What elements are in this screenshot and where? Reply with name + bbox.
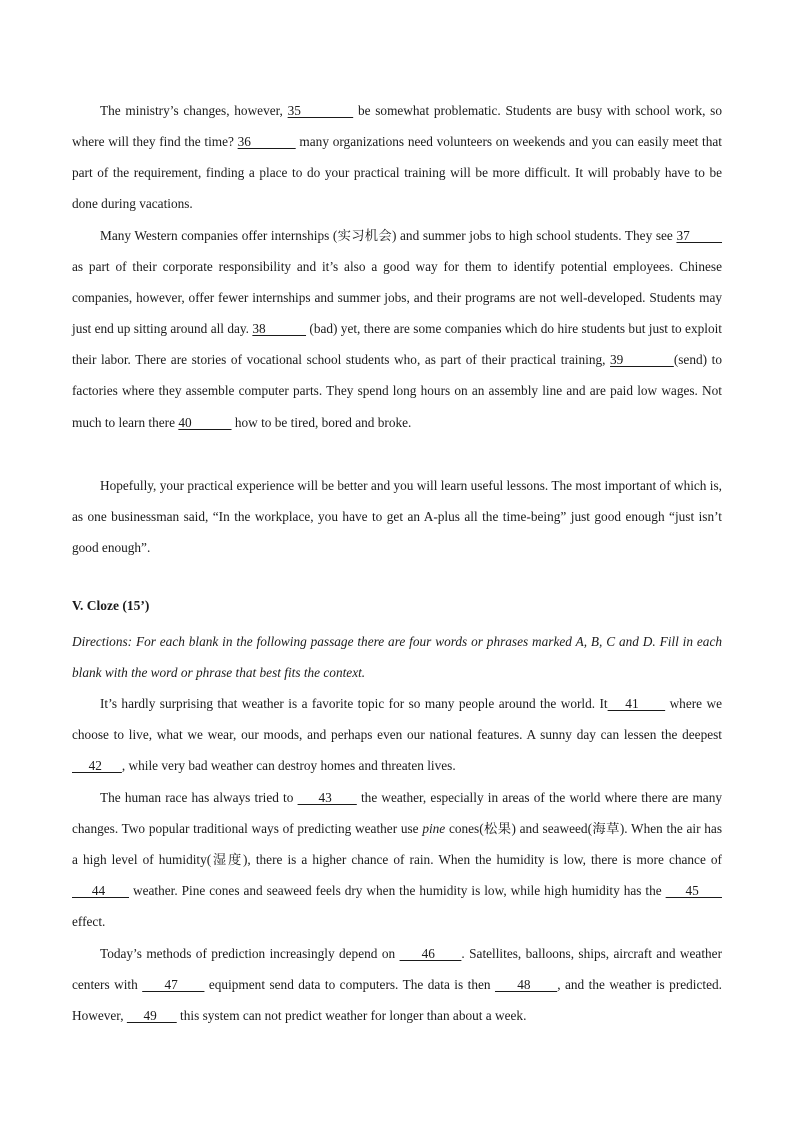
paragraph-ministry-changes	[72, 95, 722, 219]
blank-41[interactable]: 41	[607, 696, 666, 711]
blank-47[interactable]: 47	[142, 977, 205, 993]
paragraph-weather-topic	[72, 688, 722, 781]
text: , and the weather is predicted. However,	[72, 977, 722, 1024]
text: Today’s methods of prediction increasingly depend on	[100, 946, 400, 961]
text: where we choose to live, what we wear, our moods, and perhaps even our national features. A sunny day can lessen the deepest	[72, 696, 722, 743]
text: weather. Pine cones and seaweed feels dry when the humidity is low, while high humidity has the	[129, 883, 666, 899]
blank-40[interactable]: 40	[178, 414, 232, 430]
text: equipment send data to computers. The data is then	[204, 977, 495, 993]
text: It’s hardly surprising that weather is a favorite topic for so many people around the world. It	[100, 696, 608, 711]
text: Many Western companies offer internships (实习机会) and summer jobs to high school students. They see	[100, 228, 677, 243]
blank-43[interactable]: 43	[297, 790, 357, 805]
text: as part of their corporate responsibility and it’s also a good way for them to identify potential employees. Chinese companies, however, offer fewer internships and summer jobs, and their programs are not well-developed. Students may just end up sitting around all day.	[72, 259, 722, 337]
paragraph-prediction-methods	[72, 938, 722, 1031]
section-heading: V. Cloze (15’)	[72, 598, 150, 613]
text: the weather, especially in areas of the world where there are many changes. Two popular traditional ways of predicting weather use	[72, 790, 722, 837]
italic-word: pine	[422, 821, 446, 837]
blank-35[interactable]: 35	[287, 103, 354, 118]
blank-37[interactable]: 37	[676, 228, 723, 243]
text: (send) to factories where they assemble computer parts. They spend long hours on an assembly line and are paid low wages. Not much to learn there	[72, 352, 722, 430]
blank-38[interactable]: 38	[252, 321, 307, 337]
paragraph-human-race	[72, 782, 722, 937]
blank-48[interactable]: 48	[494, 977, 558, 993]
paragraph-hopefully: Hopefully, your practical experience will be better and you will learn useful lessons. The most important of which is, as one businessman said, “In the workplace, you have to get an A-plus all the time-being” just good enough “just isn’t good enough”.	[72, 478, 722, 556]
text: many organizations need volunteers on weekends and you can easily meet that part of the requirement, finding a place to do your practical training will be more difficult. It will probably have to be done during vacations.	[72, 134, 722, 212]
text: The ministry’s changes, however,	[100, 103, 288, 118]
blank-44[interactable]: 44	[72, 883, 129, 899]
blank-39[interactable]: 39	[610, 352, 674, 368]
blank-46[interactable]: 46	[399, 946, 462, 961]
text: be somewhat problematic. Students are busy with school work, so where will they find the time?	[72, 103, 722, 150]
blank-49[interactable]: 49	[126, 1008, 177, 1024]
text: this system can not predict weather for longer than about a week.	[176, 1008, 527, 1024]
text: The human race has always tried to	[100, 790, 298, 805]
text: . Satellites, balloons, ships, aircraft and weather centers with	[72, 946, 722, 993]
paragraph-internships	[72, 220, 722, 438]
text: , while very bad weather can destroy homes and threaten lives.	[121, 758, 456, 774]
blank-45[interactable]: 45	[665, 883, 722, 899]
text: cones(松果) and seaweed(海草). When the air has a high level of humidity(湿度), there is a higher chance of rain. When the humidity is low, there is more chance of	[72, 821, 722, 868]
text: how to be tired, bored and broke.	[231, 414, 412, 430]
text: (bad) yet, there are some companies which do hire students but just to exploit their labor. There are stories of vocational school students who, as part of their practical training,	[72, 321, 722, 368]
blank-42[interactable]: 42	[72, 758, 122, 774]
directions: Directions: For each blank in the following passage there are four words or phrases marked A, B, C and D. Fill in each blank with the word or phrase that best fits the context.	[72, 634, 722, 680]
text: effect.	[72, 914, 106, 930]
blank-36[interactable]: 36	[237, 134, 296, 150]
